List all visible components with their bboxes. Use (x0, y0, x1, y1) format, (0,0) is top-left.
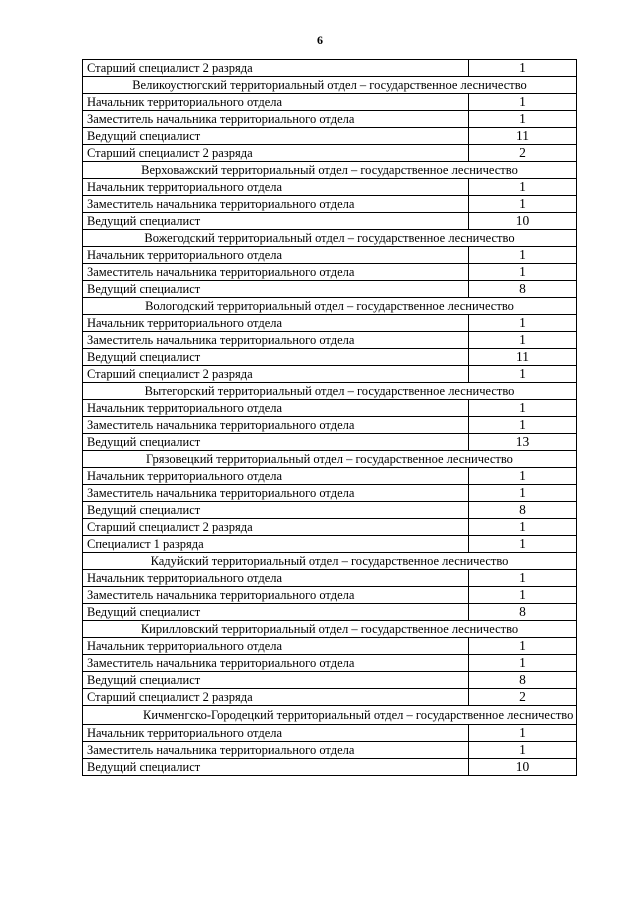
position-title: Начальник территориального отдела (83, 247, 469, 264)
position-count: 1 (469, 519, 577, 536)
position-count: 10 (469, 213, 577, 230)
position-count: 13 (469, 434, 577, 451)
department-name: Верховажский территориальный отдел – государственное лесничество (83, 162, 577, 179)
position-count: 8 (469, 281, 577, 298)
position-count: 1 (469, 315, 577, 332)
position-count: 1 (469, 400, 577, 417)
position-count: 1 (469, 485, 577, 502)
position-row (83, 213, 577, 230)
position-row (83, 468, 577, 485)
position-row (83, 689, 577, 706)
position-count: 11 (469, 349, 577, 366)
position-count: 2 (469, 689, 577, 706)
department-name: Великоустюгский территориальный отдел – государственное лесничество (83, 77, 577, 94)
position-count: 10 (469, 759, 577, 776)
position-count: 8 (469, 502, 577, 519)
position-title: Начальник территориального отдела (83, 638, 469, 655)
position-title: Ведущий специалист (83, 349, 469, 366)
position-row (83, 742, 577, 759)
position-row (83, 759, 577, 776)
position-title: Заместитель начальника территориального отдела (83, 417, 469, 434)
position-title: Ведущий специалист (83, 759, 469, 776)
position-row (83, 604, 577, 621)
position-count: 8 (469, 672, 577, 689)
position-count: 1 (469, 332, 577, 349)
position-row (83, 536, 577, 553)
position-title: Ведущий специалист (83, 502, 469, 519)
position-count: 1 (469, 264, 577, 281)
department-row (83, 298, 577, 315)
department-row (83, 451, 577, 468)
position-row (83, 60, 577, 77)
department-row (83, 230, 577, 247)
position-count: 1 (469, 536, 577, 553)
department-name: Вологодский территориальный отдел – государственное лесничество (83, 298, 577, 315)
position-row (83, 145, 577, 162)
position-row (83, 264, 577, 281)
position-row (83, 179, 577, 196)
position-count: 1 (469, 417, 577, 434)
position-title: Заместитель начальника территориального отдела (83, 111, 469, 128)
department-row (83, 621, 577, 638)
position-title: Специалист 1 разряда (83, 536, 469, 553)
position-title: Начальник территориального отдела (83, 570, 469, 587)
position-title: Заместитель начальника территориального отдела (83, 332, 469, 349)
position-count: 1 (469, 60, 577, 77)
position-row (83, 417, 577, 434)
position-title: Начальник территориального отдела (83, 179, 469, 196)
position-count: 1 (469, 587, 577, 604)
position-count: 1 (469, 468, 577, 485)
position-count: 2 (469, 145, 577, 162)
position-row (83, 434, 577, 451)
department-row (83, 383, 577, 400)
position-row (83, 247, 577, 264)
position-count: 1 (469, 742, 577, 759)
position-row (83, 315, 577, 332)
position-title: Ведущий специалист (83, 281, 469, 298)
position-title: Заместитель начальника территориального отдела (83, 742, 469, 759)
position-count: 1 (469, 179, 577, 196)
position-title: Начальник территориального отдела (83, 725, 469, 742)
position-count: 1 (469, 570, 577, 587)
position-count: 1 (469, 196, 577, 213)
position-count: 1 (469, 655, 577, 672)
position-count: 1 (469, 247, 577, 264)
department-name: Вытегорский территориальный отдел – государственное лесничество (83, 383, 577, 400)
position-title: Начальник территориального отдела (83, 315, 469, 332)
position-row (83, 485, 577, 502)
position-title: Ведущий специалист (83, 434, 469, 451)
department-row (83, 77, 577, 94)
position-row (83, 128, 577, 145)
position-title: Заместитель начальника территориального отдела (83, 485, 469, 502)
position-title: Старший специалист 2 разряда (83, 519, 469, 536)
position-row (83, 332, 577, 349)
position-title: Заместитель начальника территориального отдела (83, 655, 469, 672)
position-title: Старший специалист 2 разряда (83, 366, 469, 383)
position-title: Старший специалист 2 разряда (83, 60, 469, 77)
position-title: Ведущий специалист (83, 128, 469, 145)
position-count: 1 (469, 366, 577, 383)
position-title: Ведущий специалист (83, 672, 469, 689)
position-row (83, 196, 577, 213)
position-count: 1 (469, 638, 577, 655)
department-name: Кичменгско-Городецкий территориальный отдел – государственное лесничество (83, 706, 577, 725)
position-row (83, 366, 577, 383)
position-count: 8 (469, 604, 577, 621)
position-title: Заместитель начальника территориального отдела (83, 587, 469, 604)
position-row (83, 502, 577, 519)
position-title: Заместитель начальника территориального отдела (83, 264, 469, 281)
position-title: Старший специалист 2 разряда (83, 689, 469, 706)
position-row (83, 94, 577, 111)
page-number: 6 (317, 33, 323, 47)
position-title: Начальник территориального отдела (83, 94, 469, 111)
position-row (83, 519, 577, 536)
position-row (83, 111, 577, 128)
position-title: Ведущий специалист (83, 604, 469, 621)
position-count: 1 (469, 94, 577, 111)
position-count: 1 (469, 725, 577, 742)
staffing-table-body (83, 60, 577, 776)
position-row (83, 638, 577, 655)
position-count: 1 (469, 111, 577, 128)
department-name: Вожегодский территориальный отдел – государственное лесничество (83, 230, 577, 247)
position-title: Заместитель начальника территориального отдела (83, 196, 469, 213)
position-row (83, 281, 577, 298)
position-row (83, 655, 577, 672)
position-title: Начальник территориального отдела (83, 468, 469, 485)
position-row (83, 570, 577, 587)
department-row (83, 162, 577, 179)
position-title: Начальник территориального отдела (83, 400, 469, 417)
position-title: Ведущий специалист (83, 213, 469, 230)
department-row (83, 706, 577, 725)
department-name: Кирилловский территориальный отдел – государственное лесничество (83, 621, 577, 638)
staffing-table (82, 59, 577, 776)
department-name: Кадуйский территориальный отдел – государственное лесничество (83, 553, 577, 570)
position-row (83, 587, 577, 604)
department-name: Грязовецкий территориальный отдел – государственное лесничество (83, 451, 577, 468)
department-row (83, 553, 577, 570)
position-title: Старший специалист 2 разряда (83, 145, 469, 162)
position-row (83, 400, 577, 417)
position-row (83, 672, 577, 689)
position-count: 11 (469, 128, 577, 145)
position-row (83, 725, 577, 742)
position-row (83, 349, 577, 366)
